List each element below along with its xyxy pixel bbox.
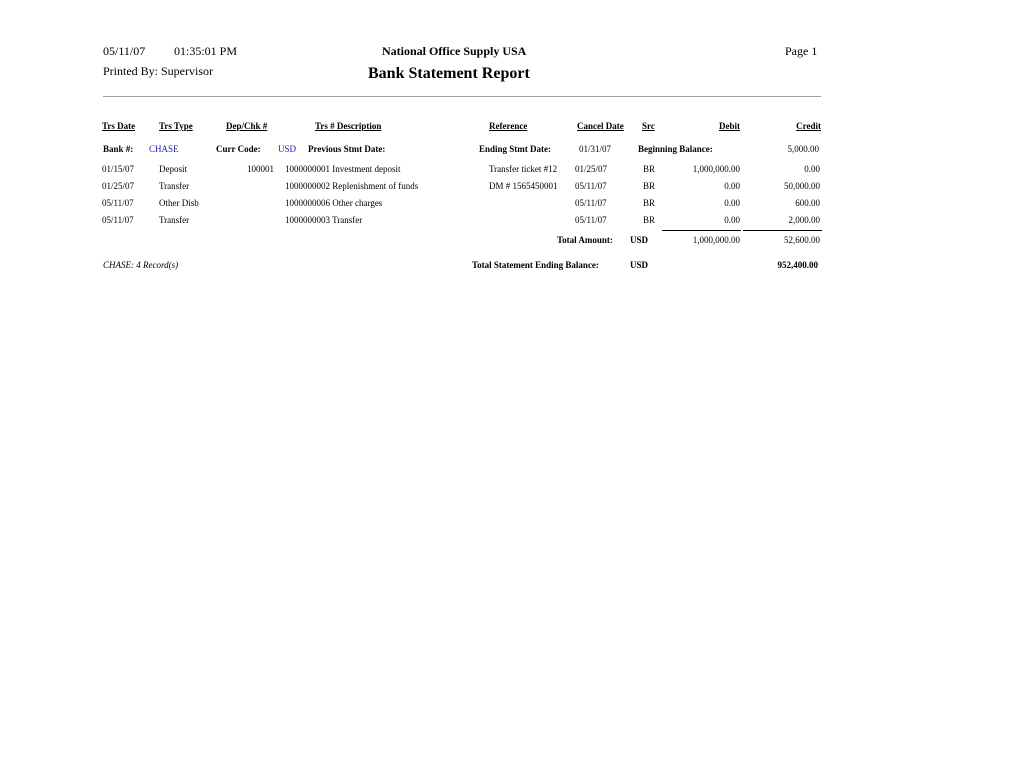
col-debit: Debit bbox=[719, 121, 740, 131]
total-amount-currency: USD bbox=[630, 235, 649, 245]
ending-balance-value: 952,400.00 bbox=[777, 260, 818, 270]
table-row-description: 1000000003 Transfer bbox=[285, 215, 363, 225]
curr-code-label: Curr Code: bbox=[216, 144, 261, 154]
table-row-reference: Transfer ticket #12 bbox=[489, 164, 558, 174]
printed-by: Printed By: Supervisor bbox=[103, 64, 213, 78]
table-row-date: 05/11/07 bbox=[102, 215, 134, 225]
col-trs-date: Trs Date bbox=[102, 121, 136, 131]
report-title: Bank Statement Report bbox=[368, 65, 530, 82]
table-row-reference: DM # 1565450001 bbox=[489, 181, 558, 191]
previous-stmt-date-label: Previous Stmt Date: bbox=[308, 144, 386, 154]
table-row-debit: 0.00 bbox=[724, 198, 740, 208]
total-debit: 1,000,000.00 bbox=[692, 235, 740, 245]
table-row-credit: 600.00 bbox=[795, 198, 820, 208]
col-credit: Credit bbox=[796, 121, 821, 131]
table-row-type: Transfer bbox=[159, 181, 190, 191]
table-row-credit: 2,000.00 bbox=[788, 215, 820, 225]
table-row-credit: 0.00 bbox=[804, 164, 820, 174]
col-dep-chk: Dep/Chk # bbox=[226, 121, 268, 131]
table-row-type: Transfer bbox=[159, 215, 190, 225]
table-row-cancel-date: 01/25/07 bbox=[575, 164, 608, 174]
bank-value: CHASE bbox=[149, 144, 179, 154]
table-row-cancel-date: 05/11/07 bbox=[575, 198, 607, 208]
col-trs-type: Trs Type bbox=[159, 121, 193, 131]
page-number: Page 1 bbox=[785, 44, 818, 58]
table-row-src: BR bbox=[643, 164, 656, 174]
table-row-src: BR bbox=[643, 181, 656, 191]
col-src: Src bbox=[642, 121, 655, 131]
report-date: 05/11/07 bbox=[103, 44, 146, 58]
ending-balance-currency: USD bbox=[630, 260, 649, 270]
table-row-debit: 1,000,000.00 bbox=[692, 164, 740, 174]
ending-stmt-date-value: 01/31/07 bbox=[579, 144, 612, 154]
table-row-description: 1000000006 Other charges bbox=[285, 198, 383, 208]
table-row-debit: 0.00 bbox=[724, 215, 740, 225]
total-credit: 52,600.00 bbox=[784, 235, 820, 245]
table-row-date: 01/25/07 bbox=[102, 181, 135, 191]
total-amount-label: Total Amount: bbox=[557, 235, 613, 245]
company-name: National Office Supply USA bbox=[382, 44, 527, 58]
table-row-cancel-date: 05/11/07 bbox=[575, 215, 607, 225]
table-row-depchk: 100001 bbox=[247, 164, 274, 174]
header-divider bbox=[103, 96, 821, 97]
table-row-date: 01/15/07 bbox=[102, 164, 135, 174]
credit-total-rule bbox=[743, 230, 822, 231]
debit-total-rule bbox=[662, 230, 741, 231]
table-row-credit: 50,000.00 bbox=[784, 181, 820, 191]
beginning-balance-value: 5,000.00 bbox=[787, 144, 819, 154]
ending-stmt-date-label: Ending Stmt Date: bbox=[479, 144, 552, 154]
col-cancel-date: Cancel Date bbox=[577, 121, 624, 131]
table-row-src: BR bbox=[643, 198, 656, 208]
ending-balance-label: Total Statement Ending Balance: bbox=[472, 260, 599, 270]
table-row-description: 1000000002 Replenishment of funds bbox=[285, 181, 419, 191]
bank-label: Bank #: bbox=[103, 144, 134, 154]
table-row-cancel-date: 05/11/07 bbox=[575, 181, 607, 191]
table-row-type: Deposit bbox=[159, 164, 187, 174]
beginning-balance-label: Beginning Balance: bbox=[638, 144, 713, 154]
report-time: 01:35:01 PM bbox=[174, 44, 238, 58]
table-row-src: BR bbox=[643, 215, 656, 225]
col-trs-description: Trs # Description bbox=[315, 121, 382, 131]
col-reference: Reference bbox=[489, 121, 528, 131]
table-row-debit: 0.00 bbox=[724, 181, 740, 191]
table-row-type: Other Disb bbox=[159, 198, 199, 208]
table-row-date: 05/11/07 bbox=[102, 198, 134, 208]
curr-code-value: USD bbox=[278, 144, 297, 154]
table-row-description: 1000000001 Investment deposit bbox=[285, 164, 401, 174]
record-count: CHASE: 4 Record(s) bbox=[103, 260, 179, 270]
